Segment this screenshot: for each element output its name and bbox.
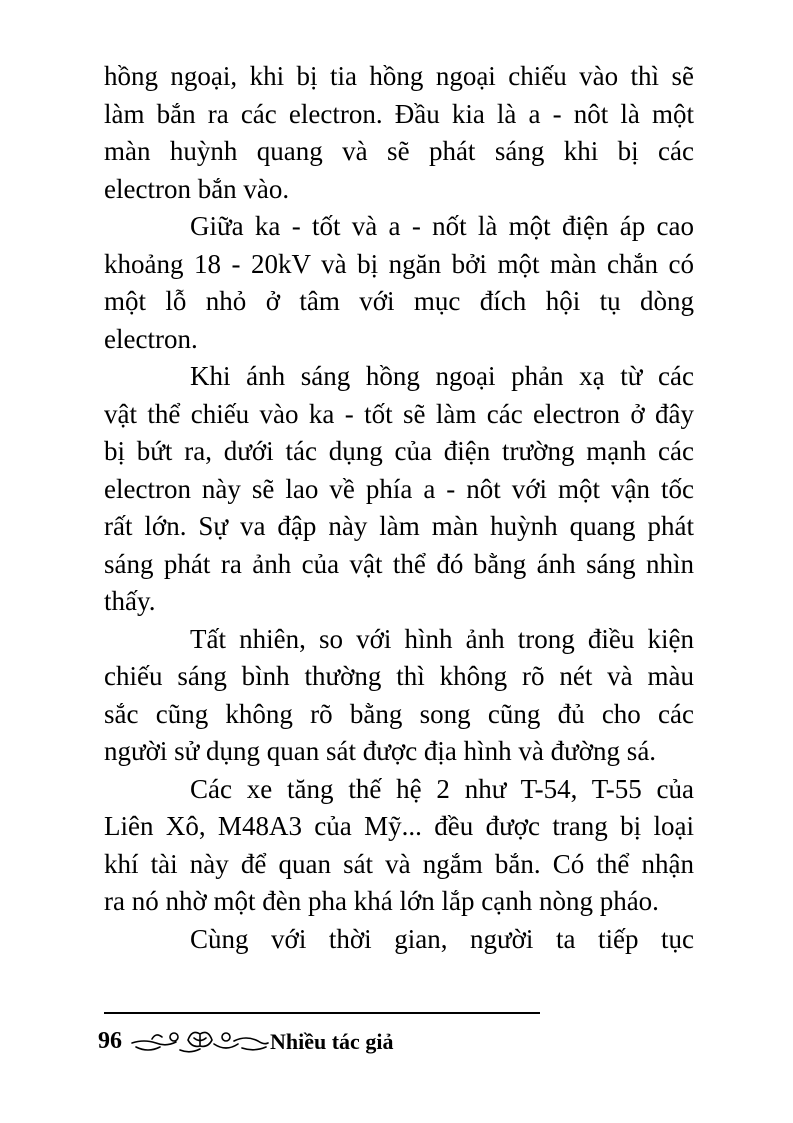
body-text <box>104 58 694 958</box>
text-line: ra nó nhờ một đèn pha khá lớn lắp cạnh nòng pháo. <box>104 886 659 916</box>
text-line: khí tài này để quan sát và ngắm bắn. Có thể nhận <box>104 848 694 879</box>
paragraph <box>104 58 694 208</box>
book-author: Nhiều tác giả <box>270 1029 394 1054</box>
paragraph <box>104 921 694 959</box>
text-line: thấy. <box>104 586 156 616</box>
text-line: vật thể chiếu vào ka - tốt sẽ làm các electron ở đây <box>104 398 694 429</box>
text-line: khoảng 18 - 20kV và bị ngăn bởi một màn chắn có <box>104 248 694 279</box>
text-line: sáng phát ra ảnh của vật thể đó bằng ánh sáng nhìn <box>104 548 694 579</box>
text-line: bị bứt ra, dưới tác dụng của điện trường mạnh các <box>104 436 694 466</box>
text-line: electron này sẽ lao về phía a - nôt với một vận tốc <box>104 473 694 504</box>
text-line: Liên Xô, M48A3 của Mỹ... đều được trang bị loại <box>104 811 694 841</box>
text-line: Khi ánh sáng hồng ngoại phản xạ từ các <box>190 361 694 391</box>
text-line: một lỗ nhỏ ở tâm với mục đích hội tụ dòng <box>104 286 694 316</box>
paragraph <box>104 771 694 921</box>
text-line: electron bắn vào. <box>104 173 290 204</box>
paragraph <box>104 208 694 358</box>
paragraph <box>104 621 694 771</box>
text-line: màn huỳnh quang và sẽ phát sáng khi bị các <box>104 136 694 166</box>
text-line: sắc cũng không rõ bằng song cũng đủ cho các <box>104 698 694 729</box>
flourish-ornament-icon <box>130 1026 270 1058</box>
paragraph <box>104 358 694 621</box>
text-line: làm bắn ra các electron. Đầu kia là a - nôt là một <box>104 98 694 129</box>
text-line: Các xe tăng thế hệ 2 như T-54, T-55 của <box>190 773 694 804</box>
text-line: Cùng với thời gian, người ta tiếp tục <box>190 923 694 954</box>
text-line: rất lớn. Sự va đập này làm màn huỳnh quang phát <box>104 511 694 541</box>
footer-rule <box>104 1012 540 1014</box>
text-line: Tất nhiên, so với hình ảnh trong điều kiện <box>190 623 694 654</box>
text-line: electron. <box>104 323 198 354</box>
page-number: 96 <box>98 1028 122 1054</box>
text-line: Giữa ka - tốt và a - nốt là một điện áp cao <box>190 211 694 241</box>
text-line: hồng ngoại, khi bị tia hồng ngoại chiếu vào thì sẽ <box>104 61 694 91</box>
text-line: người sử dụng quan sát được địa hình và đường sá. <box>104 736 657 766</box>
text-line: chiếu sáng bình thường thì không rõ nét và màu <box>104 661 694 691</box>
page-footer <box>98 1012 558 1072</box>
